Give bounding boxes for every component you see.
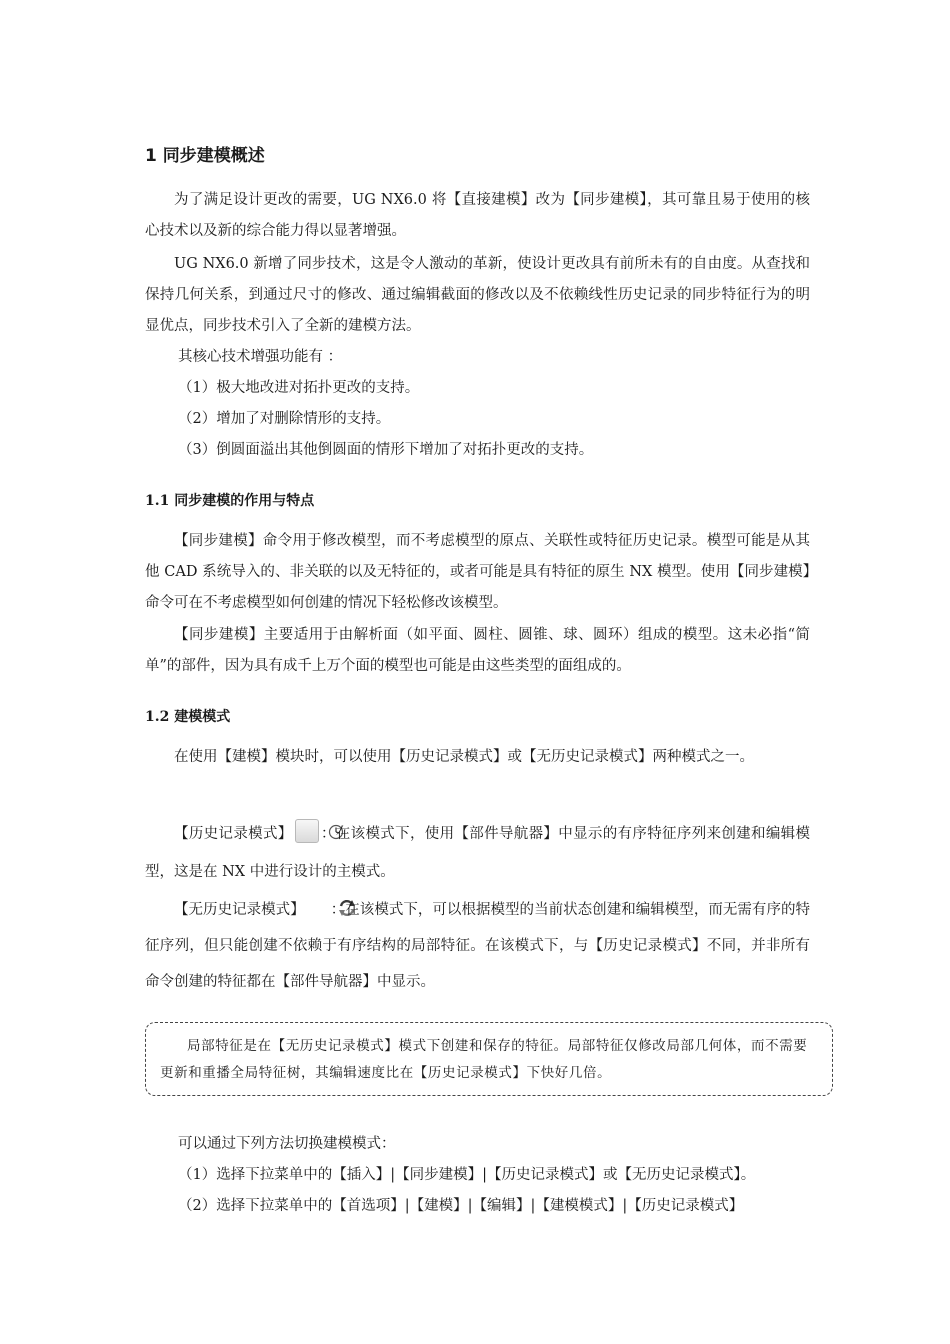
paragraph-modes: 在使用【建模】模块时，可以使用【历史记录模式】或【无历史记录模式】两种模式之一。 bbox=[174, 749, 754, 765]
list-item-2: （2）增加了对删除情形的支持。 bbox=[178, 411, 391, 427]
switch-method-1: （1）选择下拉菜单中的【插入】|【同步建模】|【历史记录模式】或【无历史记录模式】。 bbox=[178, 1167, 756, 1183]
history-mode-text: ：在该模式下，使用【部件导航器】中显示的有序特征序列来创建和编辑模型，这是在 NX 中进行设计的主模式。 bbox=[145, 826, 811, 880]
list-item-1: （1）极大地改进对拓扑更改的支持。 bbox=[178, 380, 420, 396]
list-item-3: （3）倒圆面溢出其他倒圆面的情形下增加了对拓扑更改的支持。 bbox=[178, 442, 594, 458]
paragraph-switch-intro: 可以通过下列方法切换建模模式： bbox=[178, 1136, 396, 1152]
no-history-mode-label: 【无历史记录模式】 bbox=[174, 902, 305, 918]
section-title-1-1: 1.1 同步建模的作用与特点 bbox=[145, 493, 315, 509]
no-history-mode-text: ：在该模式下，可以根据模型的当前状态创建和编辑模型，而无需有序的特征序列，但只能创建不依赖于有序结构的局部特征。在该模式下，与【历史记录模式】不同，并非所有命令创建的特征都在【部件导航器】中显示。 bbox=[145, 902, 811, 990]
no-history-refresh-icon bbox=[307, 897, 329, 919]
history-clock-icon bbox=[295, 819, 319, 843]
note-text: 局部特征是在【无历史记录模式】模式下创建和保存的特征。局部特征仅修改局部几何体，而不需要更新和重播全局特征树，其编辑速度比在【历史记录模式】下快好几倍。 bbox=[160, 1038, 808, 1081]
paragraph-history-mode bbox=[145, 815, 810, 891]
paragraph-core-features: 其核心技术增强功能有 ： bbox=[178, 349, 343, 365]
history-mode-label: 【历史记录模式】 bbox=[174, 826, 293, 842]
section-title-1-2: 1.2 建模模式 bbox=[145, 709, 231, 725]
paragraph-sync-tech: UG NX6.0 新增了同步技术，这是令人激动的革新，使设计更改具有前所未有的自由度。从查找和保持几何关系，到通过尺寸的修改、通过编辑截面的修改以及不依赖线性历史记录的同步特征行为的明显优点，同步技术引入了全新的建模方法。 bbox=[145, 256, 810, 334]
paragraph-no-history-mode bbox=[145, 892, 810, 1000]
paragraph-intro: 为了满足设计更改的需要，UG NX6.0 将【直接建模】改为【同步建模】，其可靠且易于使用的核心技术以及新的综合能力得以显著增强。 bbox=[145, 192, 810, 239]
section-title-1: 1 同步建模概述 bbox=[145, 146, 265, 166]
paragraph-sync-command: 【同步建模】命令用于修改模型，而不考虑模型的原点、关联性或特征历史记录。模型可能是从其他 CAD 系统导入的、非关联的以及无特征的，或者可能是具有特征的原生 NX 模型。使用【同步建模】命令可在不考虑模型如何创建的情况下轻松修改该模型。 bbox=[145, 533, 810, 611]
switch-method-2: （2）选择下拉菜单中的【首选项】|【建模】|【编辑】|【建模模式】|【历史记录模式】 bbox=[178, 1198, 744, 1214]
paragraph-sync-scope: 【同步建模】主要适用于由解析面（如平面、圆柱、圆锥、球、圆环）组成的模型。这未必指“简单”的部件，因为具有成千上万个面的模型也可能是由这些类型的面组成的。 bbox=[145, 627, 810, 674]
note-box bbox=[145, 1022, 833, 1096]
